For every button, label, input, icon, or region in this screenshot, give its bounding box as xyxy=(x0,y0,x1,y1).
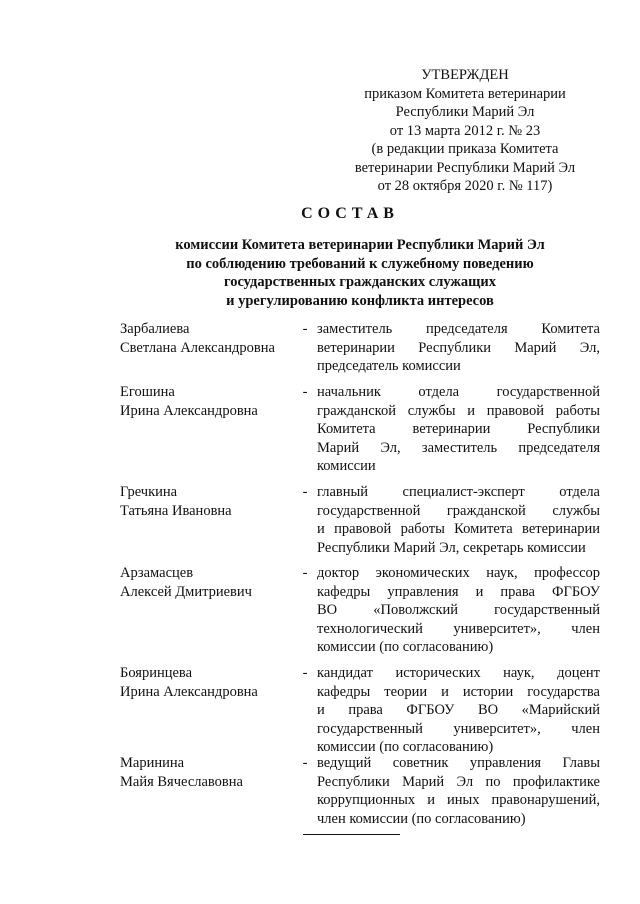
member-entry xyxy=(120,383,600,483)
subtitle-line: государственных гражданских служащих xyxy=(223,274,497,290)
role-line: гражданской службы и правовой работы xyxy=(317,402,600,419)
role-line: государственной гражданской службы xyxy=(317,502,600,519)
approval-line: от 13 марта 2012 г. № 23 xyxy=(389,122,541,139)
subtitle-line: по соблюдению требований к служебному поведению xyxy=(186,255,534,272)
role-line: Комитета ветеринарии Республики xyxy=(317,421,600,437)
member-name xyxy=(120,564,295,601)
approval-line: от 28 октября 2020 г. № 117) xyxy=(377,178,553,194)
commission-members-list xyxy=(120,320,600,844)
member-surname: Маринина xyxy=(120,755,185,771)
role-line: и права ФГБОУ ВО «Марийский xyxy=(317,702,600,718)
member-given-name: Ирина Александровна xyxy=(120,683,258,700)
separator-dash: - xyxy=(302,565,308,581)
member-name xyxy=(120,383,295,420)
role-line: Республики Марий Эл по профилактике xyxy=(317,773,600,790)
separator-dash: - xyxy=(302,755,308,771)
member-given-name: Светлана Александровна xyxy=(120,339,275,356)
role-line: председатель комиссии xyxy=(317,358,461,374)
approval-line: Республики Марий Эл xyxy=(395,104,535,120)
role-line: доктор экономических наук, профессор xyxy=(317,565,600,581)
member-role xyxy=(317,564,600,657)
member-entry xyxy=(120,483,600,564)
separator-dash: - xyxy=(302,384,308,400)
role-line: член комиссии (по согласованию) xyxy=(317,810,526,827)
member-name xyxy=(120,320,295,357)
member-surname: Бояринцева xyxy=(120,665,193,681)
member-surname: Арзамасцев xyxy=(120,565,194,581)
role-line: Республики Марий Эл, секретарь комиссии xyxy=(317,539,586,556)
member-entry xyxy=(120,754,600,844)
role-line: и правовой работы Комитета ветеринарии xyxy=(317,521,600,537)
approval-line: приказом Комитета ветеринарии xyxy=(364,85,566,102)
member-given-name: Алексей Дмитриевич xyxy=(120,583,252,600)
document-subtitle xyxy=(120,236,600,310)
member-role xyxy=(317,320,600,376)
subtitle-line: комиссии Комитета ветеринарии Республики Марий Эл xyxy=(175,237,545,253)
role-line: заместитель председателя Комитета xyxy=(317,321,600,337)
role-line: комиссии (по согласованию) xyxy=(317,739,494,755)
role-line: ведущий советник управления Главы xyxy=(317,755,600,771)
separator-dash: - xyxy=(302,665,308,681)
role-line: государственный университет», член xyxy=(317,720,600,737)
role-line: комиссии xyxy=(317,458,376,474)
member-given-name: Ирина Александровна xyxy=(120,402,258,419)
separator-dash: - xyxy=(302,484,308,500)
member-role xyxy=(317,664,600,757)
role-line: начальник отдела государственной xyxy=(317,384,600,400)
member-given-name: Майя Вячеславовна xyxy=(120,773,243,790)
role-line: технологический университет», член xyxy=(317,620,600,637)
role-line: кафедры теории и истории государства xyxy=(317,683,600,700)
member-given-name: Татьяна Ивановна xyxy=(120,502,232,519)
role-line: комиссии (по согласованию) xyxy=(317,639,494,655)
approval-line: УТВЕРЖДЕН xyxy=(421,67,509,83)
member-entry xyxy=(120,664,600,754)
role-line: ВО «Поволжский государственный xyxy=(317,602,600,618)
role-line: ветеринарии Республики Марий Эл, xyxy=(317,339,600,356)
member-name xyxy=(120,754,295,791)
document-title: СОСТАВ xyxy=(301,205,399,222)
member-role xyxy=(317,383,600,476)
role-line: кандидат исторических наук, доцент xyxy=(317,665,600,681)
member-entry xyxy=(120,320,600,383)
approval-line: (в редакции приказа Комитета xyxy=(371,141,559,157)
member-name xyxy=(120,664,295,701)
role-line: Марий Эл, заместитель председателя xyxy=(317,439,600,456)
member-surname: Зарбалиева xyxy=(120,321,190,337)
approval-line: ветеринарии Республики Марий Эл xyxy=(354,159,576,176)
member-entry xyxy=(120,564,600,664)
member-surname: Егошина xyxy=(120,384,175,400)
role-line: главный специалист-эксперт отдела xyxy=(317,484,600,500)
member-role xyxy=(317,483,600,557)
member-name xyxy=(120,483,295,520)
separator-dash: - xyxy=(302,321,308,337)
role-line: коррупционных и иных правонарушений, xyxy=(317,792,600,808)
role-line: кафедры управления и права ФГБОУ xyxy=(317,583,600,600)
closing-rule xyxy=(303,834,400,835)
member-role xyxy=(317,754,600,828)
approval-stamp xyxy=(330,66,600,196)
subtitle-line: и урегулированию конфликта интересов xyxy=(226,292,494,309)
member-surname: Гречкина xyxy=(120,484,178,500)
